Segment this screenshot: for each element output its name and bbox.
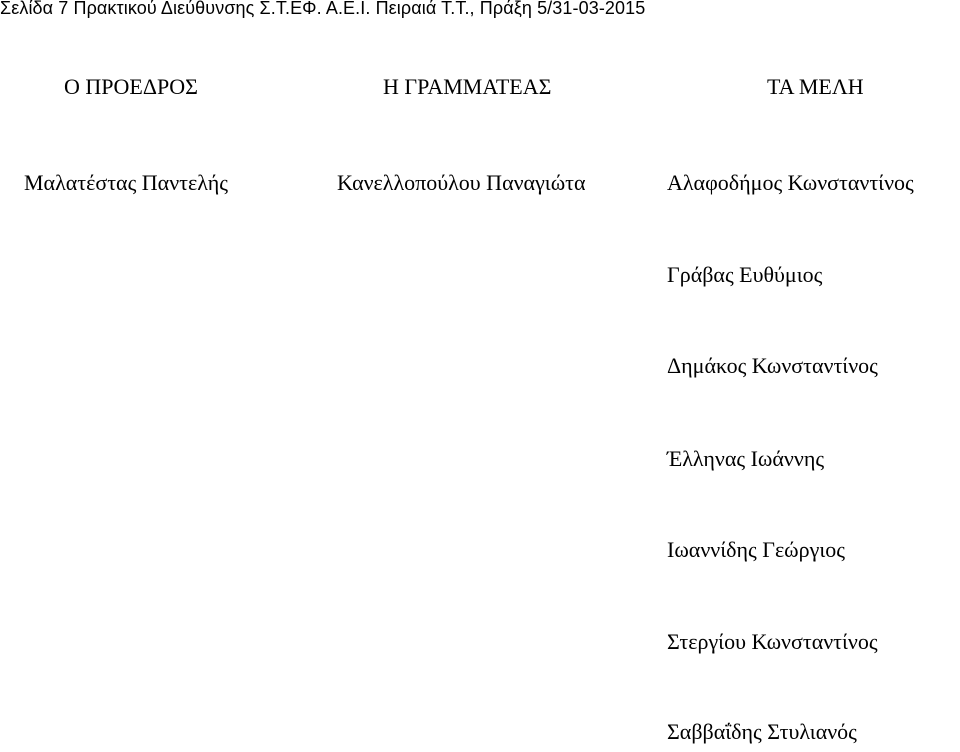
member-name: Στεργίου Κωνσταντίνος [667,629,878,654]
member-name: Έλληνας Ιωάννης [667,446,825,471]
role-president: Ο ΠΡΟΕΔΡΟΣ [64,74,198,99]
role-members: ΤΑ ΜΕΛΗ [767,74,864,99]
secretary-name: Κανελλοπούλου Παναγιώτα [337,170,586,195]
member-name: Αλαφοδήμος Κωνσταντίνος [667,170,914,195]
member-name: Σαββαΐδης Στυλιανός [667,719,857,744]
page-header: Σελίδα 7 Πρακτικού Διεύθυνσης Σ.Τ.ΕΦ. Α.Ε.Ι. Πειραιά Τ.Τ., Πράξη 5/31-03-2015 [0,0,646,18]
member-name: Ιωαννίδης Γεώργιος [667,537,845,562]
president-name: Μαλατέστας Παντελής [24,170,228,195]
member-name: Γράβας Ευθύμιος [667,262,823,287]
role-secretary: Η ΓΡΑΜΜΑΤΕΑΣ [383,74,552,99]
member-name: Δημάκος Κωνσταντίνος [667,353,878,378]
